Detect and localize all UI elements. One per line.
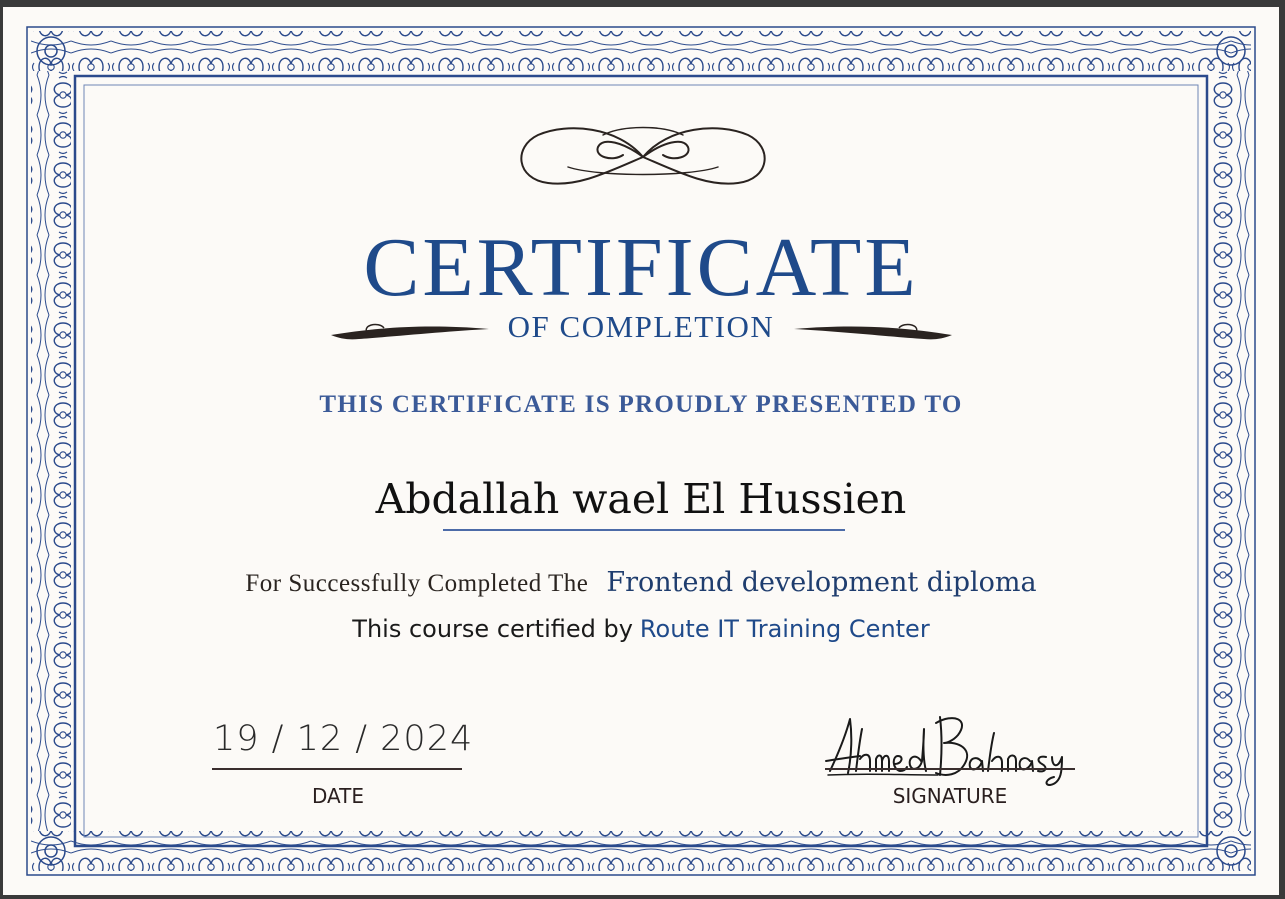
certificate-title: CERTIFICATE (363, 221, 919, 314)
recipient-underline (443, 529, 845, 531)
certificate (3, 7, 1279, 895)
recipient-name: Abdallah wael El Hussien (375, 475, 907, 523)
signature-label: SIGNATURE (892, 784, 1008, 808)
course-name: Frontend development diploma (606, 567, 1037, 598)
completion-prefix: For Successfully Completed The (245, 570, 589, 597)
right-flourish-ornament (789, 315, 954, 345)
certified-by-line (3, 615, 1279, 643)
completion-line (3, 567, 1279, 598)
date-underline (212, 768, 462, 770)
signature-image (818, 709, 1068, 789)
date-value: 19 / 12 / 2024 (213, 719, 474, 759)
signature-underline (825, 768, 1075, 770)
training-center-name: Route IT Training Center (639, 615, 930, 643)
certificate-subtitle: OF COMPLETION (507, 309, 775, 344)
date-label: DATE (311, 784, 365, 808)
presented-to-text: THIS CERTIFICATE IS PROUDLY PRESENTED TO (319, 391, 963, 418)
top-flourish-ornament (508, 117, 778, 197)
certified-prefix: This course certified by (352, 615, 633, 643)
